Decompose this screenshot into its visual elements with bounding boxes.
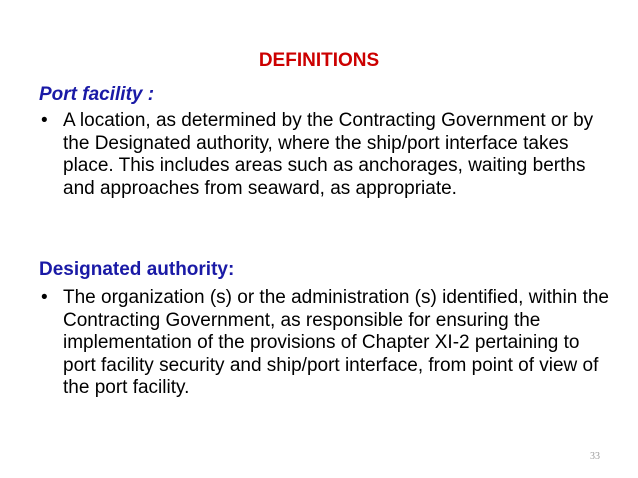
- slide-title: DEFINITIONS: [258, 50, 380, 71]
- bullet-port-facility-definition: [41, 110, 611, 200]
- bullet-icon: •: [41, 287, 48, 308]
- heading-port-facility: Port facility :: [39, 84, 155, 105]
- bullet-designated-authority-definition: [41, 287, 611, 400]
- page-number: 33: [590, 451, 600, 462]
- definition-text: A location, as determined by the Contracting Government or by the Designated authority, where the ship/port interface takes place. This includes areas such as anchorages, waiting berths and approaches from seaward, as appropriate.: [63, 110, 594, 199]
- definition-text: The organization (s) or the administration (s) identified, within the Contracting Government, as responsible for ensuring the implementation of the provisions of Chapter XI-2 pertaining to port facility security and ship/port interface, from point of view of the port facility.: [63, 287, 609, 398]
- heading-designated-authority: Designated authority:: [39, 259, 235, 280]
- bullet-icon: •: [41, 110, 48, 131]
